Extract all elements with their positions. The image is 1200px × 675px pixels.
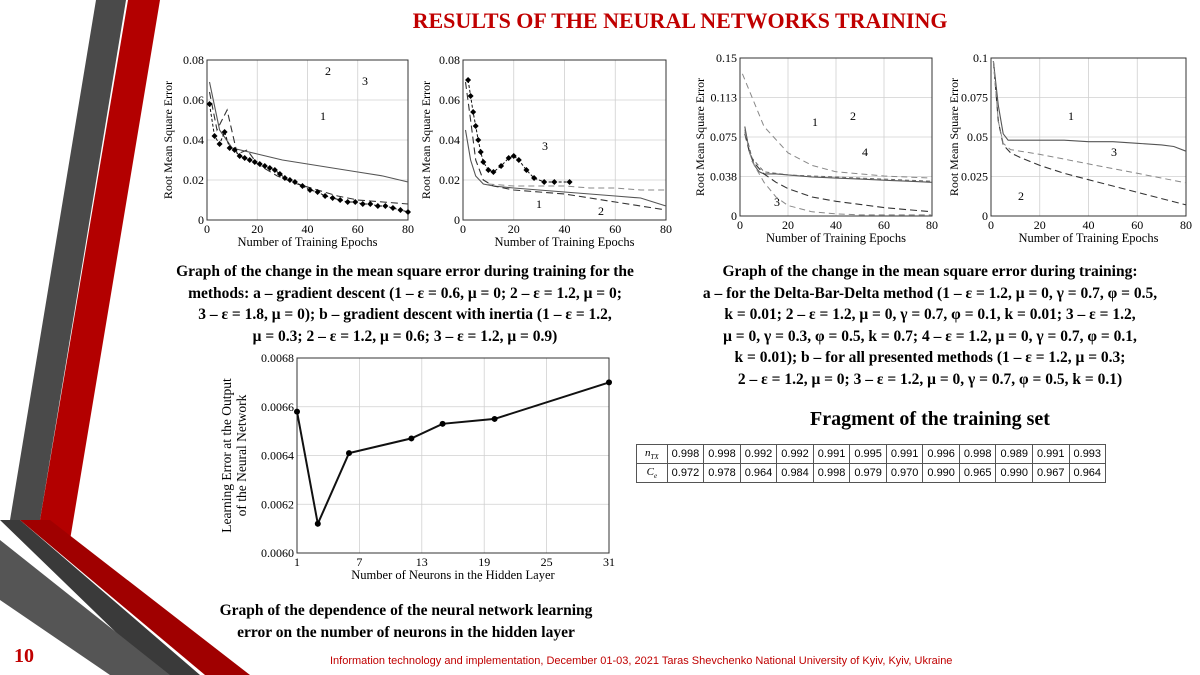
y-tick-label: 0.08 — [439, 53, 460, 67]
data-point — [247, 157, 253, 163]
x-tick-label: 1 — [294, 555, 300, 569]
row-header-ntx: $n_{TX}$ — [637, 445, 668, 464]
y-axis-label: Root Mean Square Error — [693, 77, 707, 197]
y-tick-label: 0 — [982, 209, 988, 223]
data-point — [315, 521, 321, 527]
y-tick-label: 0.038 — [710, 169, 737, 184]
series-label: 2 — [598, 204, 604, 218]
series-line-1 — [745, 127, 932, 183]
table-cell: 0.964 — [740, 464, 777, 483]
caption-line: methods: a – gradient descent (1 – ε = 0.6, μ = 0; 2 – ε = 1.2, μ = 0; — [188, 284, 622, 302]
caption-fig1 — [142, 261, 668, 347]
x-axis-label: Number of Training Epochs — [237, 235, 378, 249]
data-point — [217, 141, 223, 147]
data-point — [382, 203, 388, 209]
data-point — [473, 123, 479, 129]
y-tick-label: 0.075 — [710, 130, 737, 144]
series-label: 2 — [325, 64, 331, 78]
series-label: 1 — [320, 109, 326, 123]
data-point — [470, 109, 476, 115]
data-point — [478, 149, 484, 155]
series-label: 4 — [862, 145, 868, 159]
data-point — [360, 201, 366, 207]
caption-line: μ = 0, γ = 0.3, φ = 0.5, k = 0.7; 4 – ε = 1.2, μ = 0, γ = 0.7, φ = 0.1, — [723, 327, 1137, 345]
series-label: 2 — [1018, 189, 1024, 203]
table-cell: 0.964 — [1069, 464, 1106, 483]
chart-panel-2b — [946, 48, 1196, 245]
data-point — [390, 205, 396, 211]
data-point — [299, 183, 305, 189]
series-line-1 — [993, 61, 1186, 151]
x-tick-label: 20 — [1033, 218, 1046, 232]
y-axis-label: Learning Error at the Output — [219, 378, 234, 533]
chart-all-methods — [946, 48, 1196, 245]
chart-panel-1a — [160, 50, 418, 253]
series-line-3 — [993, 61, 1186, 183]
y-tick-label: 0.08 — [183, 53, 204, 67]
y-tick-label: 0.06 — [439, 93, 460, 107]
table-cell: 0.998 — [813, 464, 850, 483]
y-tick-label: 0.113 — [710, 90, 737, 105]
y-tick-label: 0.0060 — [261, 546, 294, 560]
footer-text: Information technology and implementation, December 01-03, 2021 Taras Shevchenko National University of Kyiv, Kyiv, Ukraine — [330, 655, 953, 667]
x-axis-label: Number of Training Epochs — [494, 235, 635, 249]
x-axis-label: Number of Training Epochs — [766, 231, 906, 245]
caption-line: 3 – ε = 1.8, μ = 0); b – gradient descent with inertia (1 – ε = 1.2, — [198, 306, 612, 323]
series-label: 1 — [536, 197, 542, 211]
x-axis-label: Number of Neurons in the Hidden Layer — [351, 568, 555, 582]
data-point — [352, 199, 358, 205]
data-point — [242, 155, 248, 161]
y-tick-label: 0.15 — [716, 51, 737, 65]
x-tick-label: 20 — [507, 222, 520, 236]
chart-panel-2a — [692, 48, 942, 245]
training-set-title: Fragment of the training set — [810, 408, 1050, 430]
table-cell: 0.996 — [923, 445, 960, 464]
series-line-unnamed — [297, 382, 609, 523]
series-line-unnamed — [488, 184, 666, 190]
data-point — [330, 195, 336, 201]
x-tick-label: 60 — [1131, 218, 1144, 232]
data-point — [375, 203, 381, 209]
y-tick-label: 0.1 — [973, 51, 988, 65]
x-tick-label: 40 — [301, 222, 314, 236]
caption-line: Graph of the change in the mean square error during training for the — [176, 263, 634, 280]
data-point — [606, 379, 612, 385]
table-cell: 0.979 — [850, 464, 887, 483]
table-cell: 0.990 — [923, 464, 960, 483]
x-tick-label: 20 — [251, 222, 264, 236]
table-cell: 0.993 — [1069, 445, 1106, 464]
data-point — [468, 93, 474, 99]
x-tick-label: 31 — [603, 555, 615, 569]
x-tick-label: 80 — [660, 222, 672, 236]
x-tick-label: 7 — [356, 555, 363, 569]
data-point — [397, 207, 403, 213]
table-cell: 0.995 — [850, 445, 887, 464]
data-point — [405, 209, 411, 215]
series-line-2 — [466, 82, 667, 210]
table-cell: 0.991 — [813, 445, 850, 464]
table-cell: 0.989 — [996, 445, 1033, 464]
x-tick-label: 0 — [460, 222, 466, 236]
y-tick-label: 0.0068 — [261, 351, 294, 365]
y-axis-label: Root Mean Square Error — [419, 80, 433, 200]
chart-gradient-descent — [160, 50, 418, 253]
x-tick-label: 0 — [737, 218, 743, 232]
caption-line: a – for the Delta-Bar-Delta method (1 – ε = 1.2, μ = 0, γ = 0.7, φ = 0.5, — [702, 284, 1158, 302]
x-tick-label: 80 — [402, 222, 414, 236]
page-number: 10 — [14, 645, 34, 667]
data-point — [322, 193, 328, 199]
series-line-unnamed — [742, 74, 932, 178]
row-header-ce: $C_e$ — [637, 464, 668, 483]
y-tick-label: 0 — [454, 213, 460, 227]
series-label: 2 — [850, 109, 856, 123]
x-tick-label: 60 — [609, 222, 622, 236]
series-label: 3 — [362, 74, 368, 88]
chart-panel-1b — [418, 50, 676, 253]
data-point — [345, 199, 351, 205]
x-tick-label: 0 — [988, 218, 994, 232]
series-label: 3 — [774, 195, 780, 209]
data-point — [408, 435, 414, 441]
caption-line: Graph of the dependence of the neural network learning — [219, 602, 593, 619]
page-title: RESULTS OF THE NEURAL NETWORKS TRAINING — [412, 8, 948, 33]
series-line-3 — [468, 80, 569, 182]
caption-line: error on the number of neurons in the hidden layer — [237, 623, 575, 641]
chart-neurons-hidden-layer — [217, 348, 617, 593]
table-cell: 0.967 — [1032, 464, 1069, 483]
training-set-table — [636, 444, 1106, 483]
table-cell: 0.972 — [667, 464, 704, 483]
x-tick-label: 80 — [926, 218, 938, 232]
series-label: 1 — [1068, 109, 1074, 123]
chart-panel-3 — [217, 348, 617, 593]
chart-gradient-descent-inertia — [418, 50, 676, 253]
x-tick-label: 19 — [478, 555, 491, 569]
series-line-2 — [210, 92, 409, 204]
y-axis-label: Root Mean Square Error — [947, 77, 961, 197]
x-tick-label: 20 — [782, 218, 794, 232]
data-point — [475, 137, 481, 143]
data-point — [346, 450, 352, 456]
data-point — [337, 197, 343, 203]
table-cell: 0.991 — [1032, 445, 1069, 464]
y-tick-label: 0.025 — [961, 169, 988, 184]
data-point — [227, 145, 233, 151]
x-axis-label: Number of Training Epochs — [1018, 231, 1159, 245]
caption-fig3 — [190, 600, 622, 643]
table-cell: 0.990 — [996, 464, 1033, 483]
series-line-1 — [210, 82, 409, 182]
series-label: 1 — [812, 115, 818, 129]
y-tick-label: 0 — [731, 209, 737, 223]
data-point — [262, 163, 268, 169]
x-tick-label: 80 — [1180, 218, 1192, 232]
x-tick-label: 60 — [878, 218, 890, 232]
series-label: 3 — [542, 139, 548, 153]
y-tick-label: 0.0062 — [261, 497, 294, 512]
table-cell: 0.991 — [886, 445, 923, 464]
data-point — [367, 201, 373, 207]
data-point — [294, 409, 300, 415]
y-tick-label: 0.05 — [967, 130, 988, 144]
x-tick-label: 60 — [351, 222, 364, 236]
table-cell: 0.998 — [704, 445, 741, 464]
y-tick-label: 0.0064 — [261, 448, 294, 463]
data-point — [485, 167, 491, 173]
data-point — [440, 421, 446, 427]
table-cell: 0.984 — [777, 464, 814, 483]
x-tick-label: 0 — [204, 222, 210, 236]
series-line-2 — [993, 61, 1186, 205]
x-tick-label: 25 — [540, 555, 553, 569]
data-point — [287, 177, 293, 183]
table-cell: 0.970 — [886, 464, 923, 483]
table-row — [637, 445, 1106, 464]
y-tick-label: 0.02 — [183, 173, 204, 187]
y-tick-label: 0 — [198, 213, 204, 227]
table-cell: 0.992 — [777, 445, 814, 464]
caption-line: Graph of the change in the mean square error during training: — [722, 263, 1138, 280]
series-label: 3 — [1111, 145, 1117, 159]
data-point — [212, 133, 218, 139]
table-cell: 0.965 — [959, 464, 996, 483]
series-line-1 — [466, 130, 667, 206]
table-row — [637, 464, 1106, 483]
x-tick-label: 40 — [558, 222, 571, 236]
table-cell: 0.998 — [959, 445, 996, 464]
x-tick-label: 13 — [415, 555, 428, 569]
caption-line: k = 0.01; 2 – ε = 1.2, μ = 0, γ = 0.7, φ = 0.1, k = 0.01; 3 – ε = 1.2, — [724, 306, 1136, 323]
y-tick-label: 0.075 — [961, 90, 988, 105]
y-tick-label: 0.0066 — [261, 399, 294, 414]
x-tick-label: 40 — [1082, 218, 1095, 232]
y-tick-label: 0.04 — [439, 133, 460, 147]
table-cell: 0.992 — [740, 445, 777, 464]
x-tick-label: 40 — [830, 218, 842, 232]
data-point — [516, 157, 522, 163]
table-cell: 0.998 — [667, 445, 704, 464]
y-axis-label: Root Mean Square Error — [161, 80, 175, 200]
y-tick-label: 0.04 — [183, 133, 204, 147]
table-cell: 0.978 — [704, 464, 741, 483]
caption-line: 2 – ε = 1.2, μ = 0; 3 – ε = 1.2, μ = 0, γ = 0.7, φ = 0.5, k = 0.1) — [737, 370, 1123, 388]
caption-line: μ = 0.3; 2 – ε = 1.2, μ = 0.6; 3 – ε = 1.2, μ = 0.9) — [252, 327, 558, 345]
caption-line: k = 0.01); b – for all presented methods (1 – ε = 1.2, μ = 0.3; — [734, 349, 1126, 366]
y-tick-label: 0.06 — [183, 93, 204, 107]
data-point — [492, 416, 498, 422]
caption-fig2 — [660, 261, 1200, 390]
data-point — [257, 161, 263, 167]
y-tick-label: 0.02 — [439, 173, 460, 187]
y-axis-label: of the Neural Network — [234, 394, 249, 517]
data-point — [480, 159, 486, 165]
chart-delta-bar-delta — [692, 48, 942, 245]
data-point — [307, 187, 313, 193]
